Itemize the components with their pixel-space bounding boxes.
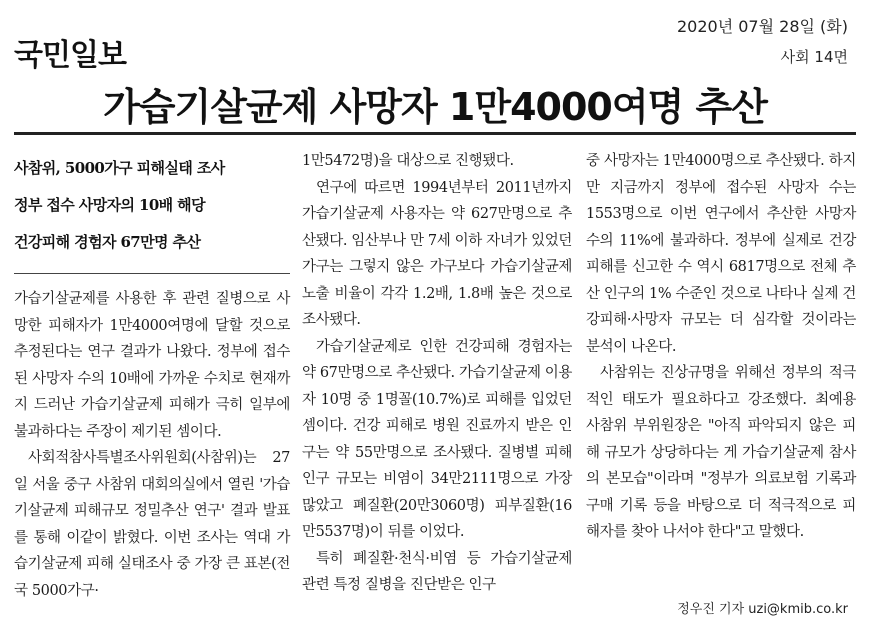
- headline-rule: [14, 132, 856, 135]
- paragraph: 특히 폐질환·천식·비염 등 가습기살균제 관련 특정 질병을 진단받은 인구: [302, 550, 572, 593]
- subheadline-2: 정부 접수 사망자의 10배 해당: [14, 196, 205, 214]
- subheadline-3: 건강피해 경험자 67만명 추산: [14, 233, 201, 251]
- paragraph: 중 사망자는 1만4000명으로 추산됐다. 하지만 지금까지 정부에 접수된 사망자 수는 1553명으로 이번 연구에서 추산한 사망자 수의 11%에 불과하다. 정부에 실제로 건강 피해를 신고한 수 역시 6817명으로 전체 추산 인구의 1% 수준인 것으로 나타나 실제 건강피해·사망자 규모는 더 심각할 것이라는 분석이 나온다.: [586, 153, 856, 355]
- paragraph: 연구에 따르면 1994년부터 2011년까지 가습기살균제 사용자는 약 627만명으로 추산됐다. 임산부나 만 7세 이하 자녀가 있었던 가구는 그렇지 않은 가구보다 가습기살균제 노출 비율이 각각 1.2배, 1.8배 높은 것으로 조사됐다.: [302, 179, 572, 328]
- publication-date: 2020년 07월 28일 (화): [676, 17, 848, 36]
- article-column-2: [302, 148, 572, 599]
- paragraph: 가습기살균제를 사용한 후 관련 질병으로 사망한 피해자가 1만4000여명에 달할 것으로 추정된다는 연구 결과가 나왔다. 정부에 접수된 사망자 수의 10배에 가까운 수치로 현재까지 드러난 가습기살균제 피해가 극히 일부에 불과하다는 주장이 제기된 셈이다.: [14, 291, 290, 440]
- subheadline-block: [14, 148, 290, 274]
- paragraph: 1만5472명)을 대상으로 진행됐다.: [302, 153, 514, 169]
- paragraph: 가습기살균제로 인한 건강피해 경험자는 약 67만명으로 추산됐다. 가습기살균제 이용자 10명 중 1명꼴(10.7%)로 피해를 입었던 셈이다. 건강 피해로 병원 진료까지 받은 인구는 약 55만명으로 조사됐다. 질병별 피해인구 규모는 비염이 34만2111명으로 가장 많았고 폐질환(20만3060명) 피부질환(16만5537명)이 뒤를 이었다.: [302, 338, 573, 540]
- paragraph: 사참위는 진상규명을 위해선 정부의 적극적인 태도가 필요하다고 강조했다. 최예용 사참위 부위원장은 "아직 파악되지 않은 피해 규모가 상당하다는 게 가습기살균제 참사의 본모습"이라며 "정부가 의료보험 기록과 구매 기록 등을 바탕으로 더 적극적으로 피해자를 찾아 나서야 한다"고 말했다.: [586, 365, 856, 540]
- reporter-byline: 정우진 기자 uzi@kmib.co.kr: [677, 602, 848, 617]
- article-headline: 가습기살균제 사망자 1만4000여명 추산: [103, 85, 767, 129]
- paragraph: 사회적참사특별조사위원회(사참위)는 27일 서울 중구 사참위 대회의실에서 열린 '가습기살균제 피해규모 정밀추산 연구' 결과 발표를 통해 이같이 밝혔다. 이번 조사는 역대 가습기살균제 피해 실태조사 중 가장 큰 표본(전국 5000가구·: [14, 450, 290, 599]
- newspaper-masthead: 국민일보: [14, 38, 126, 73]
- article-column-1: [14, 148, 290, 604]
- section-page: 사회 14면: [780, 48, 848, 66]
- subheadline-1: 사참위, 5000가구 피해실태 조사: [14, 159, 225, 177]
- article-column-3: [586, 148, 856, 546]
